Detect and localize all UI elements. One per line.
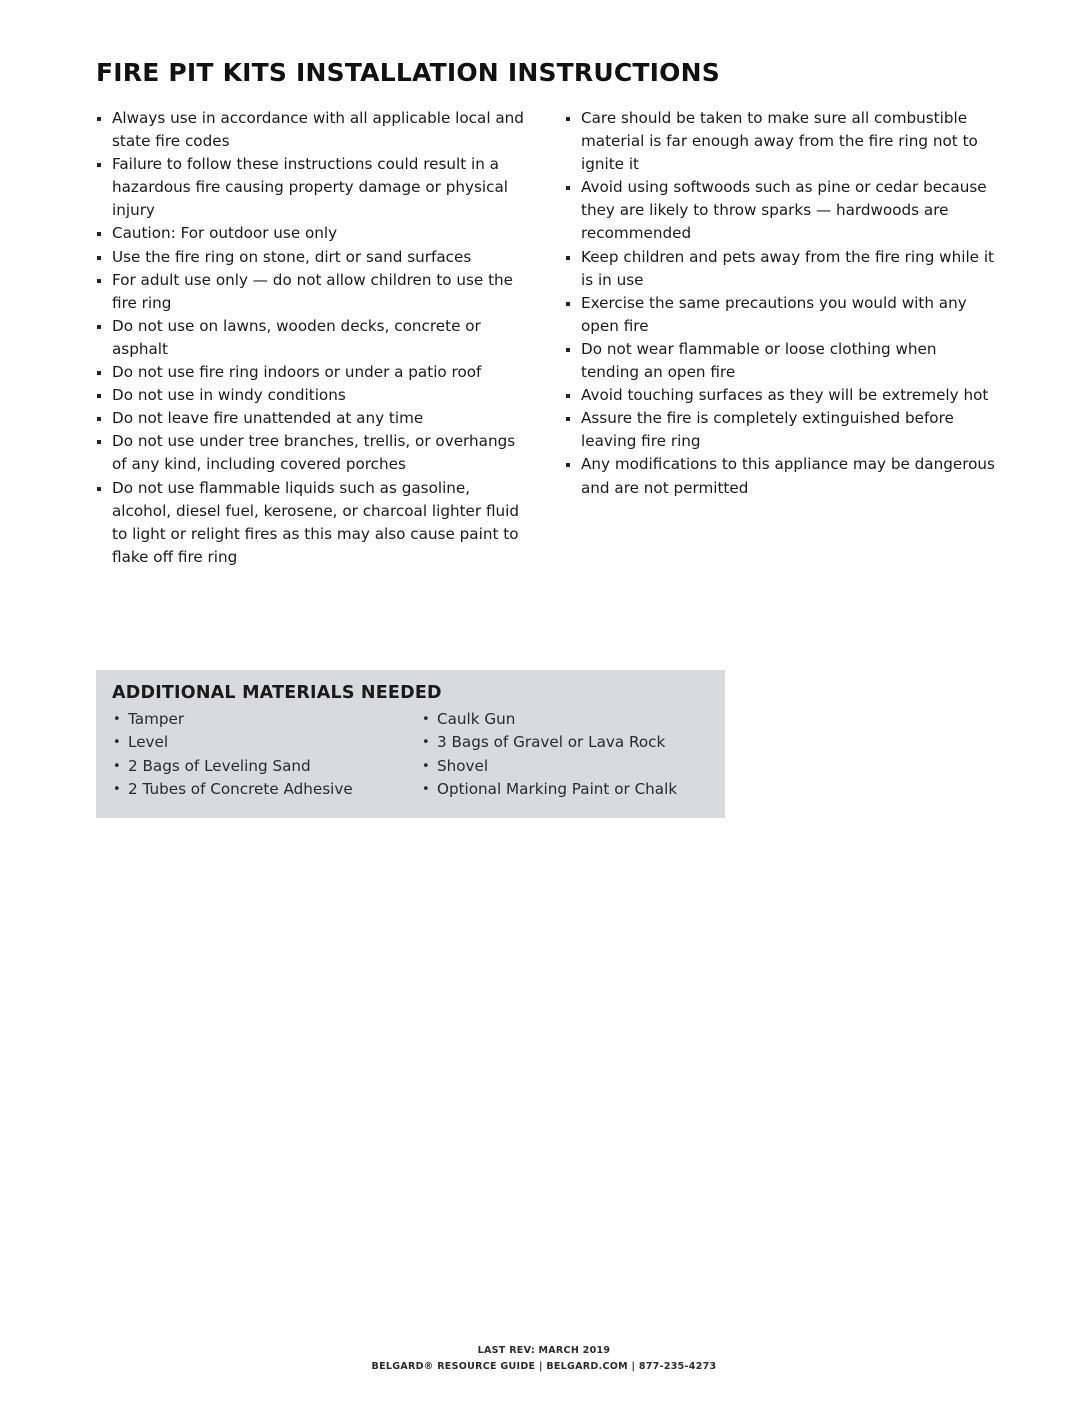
materials-panel [96,670,725,818]
list-item: Keep children and pets away from the fire ring while it is in use [565,246,997,292]
list-item: Failure to follow these instructions could result in a hazardous fire causing property damage or physical injury [96,153,532,222]
list-item: • 3 Bags of Gravel or Lava Rock [421,731,721,754]
list-item: Avoid touching surfaces as they will be extremely hot [565,384,997,407]
footer-revision: LAST REV: MARCH 2019 [477,1345,611,1356]
list-item: Do not use under tree branches, trellis, or overhangs of any kind, including covered porches [96,430,532,476]
list-item: Avoid using softwoods such as pine or cedar because they are likely to throw sparks — hardwoods are recommended [565,176,997,245]
materials-title: ADDITIONAL MATERIALS NEEDED [112,683,442,703]
materials-left-list [112,708,402,801]
list-item: Do not use fire ring indoors or under a patio roof [96,361,532,384]
list-item: • 2 Tubes of Concrete Adhesive [112,778,402,801]
list-item: Do not wear flammable or loose clothing when tending an open fire [565,338,997,384]
list-item: Caution: For outdoor use only [96,222,532,245]
list-item: Care should be taken to make sure all combustible material is far enough away from the fire ring not to ignite it [565,107,997,176]
list-item: • Caulk Gun [421,708,721,731]
list-item: Always use in accordance with all applicable local and state fire codes [96,107,532,153]
list-item: • 2 Bags of Leveling Sand [112,755,402,778]
footer-info: BELGARD® RESOURCE GUIDE | BELGARD.COM | 877-235-4273 [371,1361,717,1372]
instructions-left-list [96,107,532,569]
instructions-right-list [565,107,997,500]
list-item: • Optional Marking Paint or Chalk [421,778,721,801]
page-title: FIRE PIT KITS INSTALLATION INSTRUCTIONS [96,58,720,87]
materials-right-list [421,708,721,801]
list-item: Exercise the same precautions you would with any open fire [565,292,997,338]
list-item: Do not use flammable liquids such as gasoline, alcohol, diesel fuel, kerosene, or charcoal lighter fluid to light or relight fires as this may also cause paint to flake off fire ring [96,477,532,569]
list-item: Any modifications to this appliance may be dangerous and are not permitted [565,453,997,499]
list-item: • Shovel [421,755,721,778]
list-item: Do not use on lawns, wooden decks, concrete or asphalt [96,315,532,361]
list-item: Use the fire ring on stone, dirt or sand surfaces [96,246,532,269]
list-item: Assure the fire is completely extinguished before leaving fire ring [565,407,997,453]
list-item: • Level [112,731,402,754]
list-item: For adult use only — do not allow children to use the fire ring [96,269,532,315]
list-item: Do not use in windy conditions [96,384,532,407]
list-item: • Tamper [112,708,402,731]
list-item: Do not leave fire unattended at any time [96,407,532,430]
